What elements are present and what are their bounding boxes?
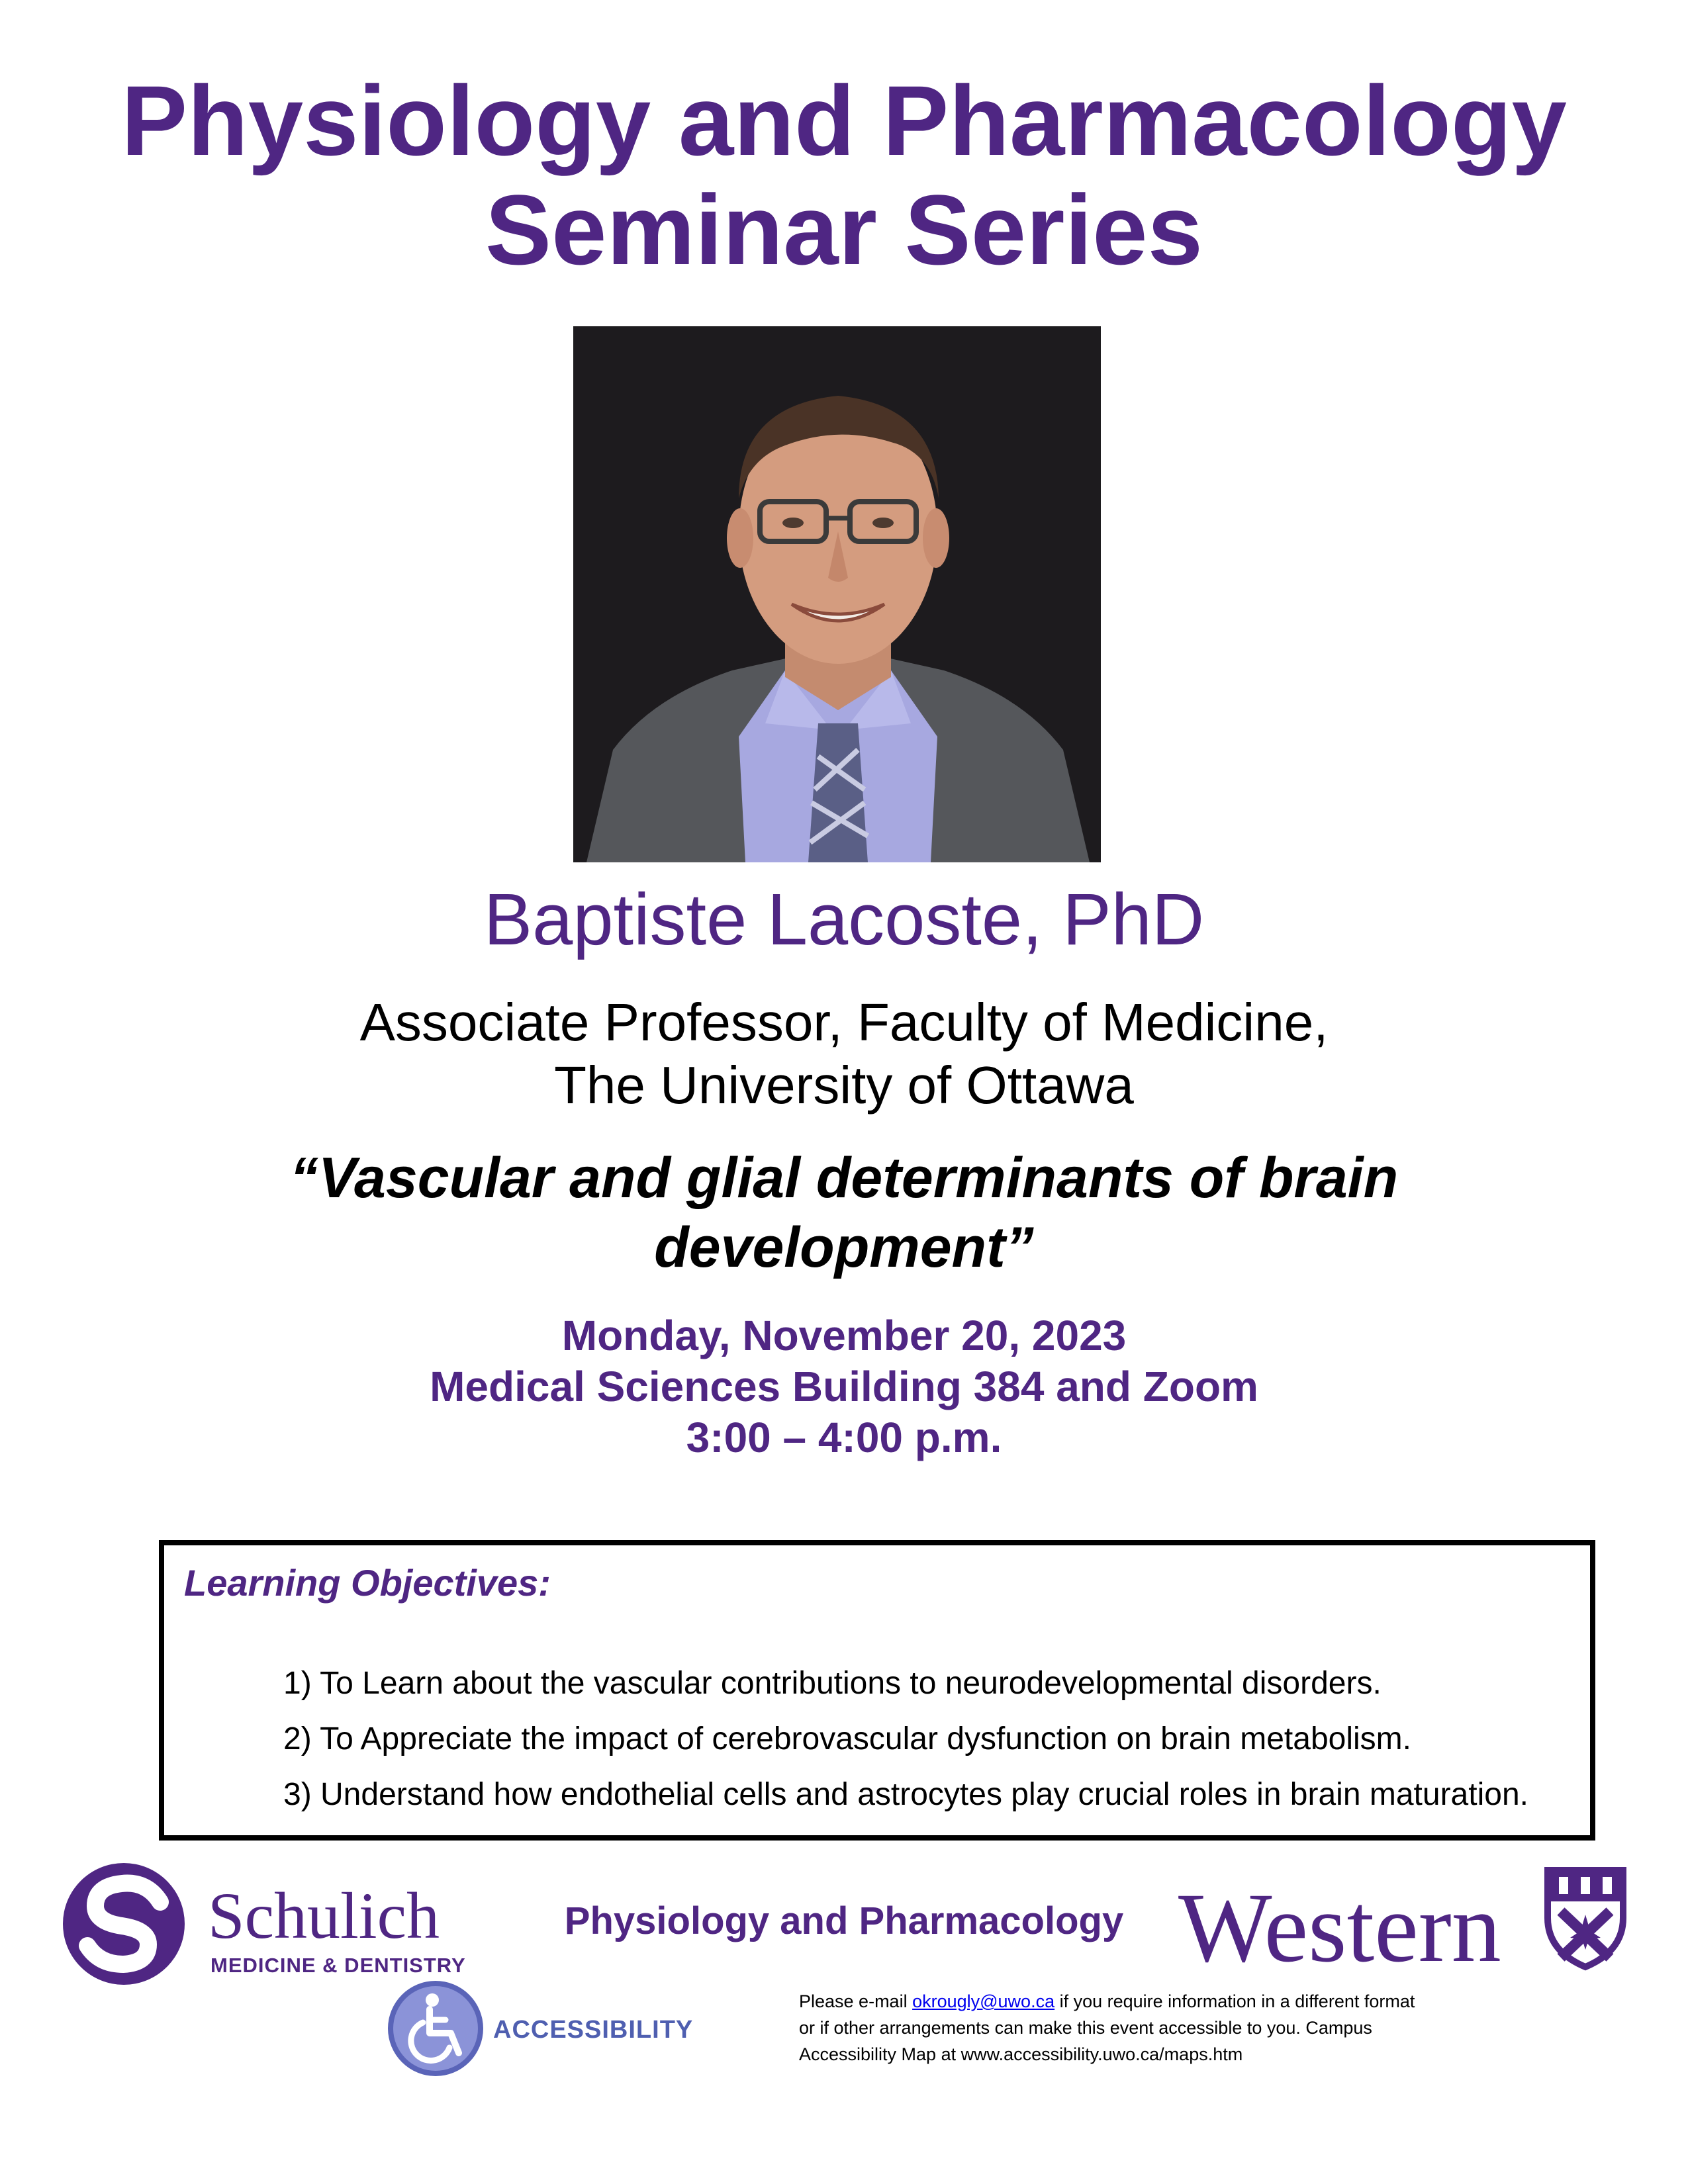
learning-objectives-box [159, 1540, 1595, 1841]
talk-title-line2: development” [654, 1216, 1034, 1279]
accessibility-contact-note [799, 1988, 1527, 2068]
schulich-subtitle: MEDICINE & DENTISTRY [211, 1954, 466, 1977]
contact-text: if you require information in a different format [1055, 1991, 1415, 2011]
event-date: Monday, November 20, 2023 [561, 1312, 1127, 1359]
speaker-photo [573, 326, 1101, 862]
contact-text: Please e-mail [799, 1991, 913, 2011]
western-logo [1178, 1865, 1642, 1984]
page-title-line1: Physiology and Pharmacology [121, 65, 1567, 176]
accessibility-label: ACCESSIBILITY [493, 2016, 694, 2044]
speaker-institution: The University of Ottawa [554, 1056, 1134, 1115]
wheelchair-icon [386, 1979, 485, 2078]
department-name: Physiology and Pharmacology [564, 1899, 1124, 1942]
schulich-wordmark: Schulich [208, 1879, 440, 1952]
page-title-line2: Seminar Series [485, 174, 1203, 285]
schulich-s-icon [61, 1861, 187, 1987]
objective-item: 2) To Appreciate the impact of cerebrovascular dysfunction on brain metabolism. [283, 1721, 1411, 1756]
objective-item: 3) Understand how endothelial cells and astrocytes play crucial roles in brain maturation. [283, 1777, 1528, 1812]
schulich-logo [61, 1861, 466, 1993]
event-location: Medical Sciences Building 384 and Zoom [430, 1363, 1258, 1410]
contact-email-link[interactable]: okrougly@uwo.ca [912, 1991, 1055, 2011]
speaker-name: Baptiste Lacoste, PhD [483, 879, 1205, 960]
western-wordmark: Western [1178, 1873, 1501, 1983]
talk-title-line1: “Vascular and glial determinants of brain [289, 1146, 1399, 1210]
objectives-heading: Learning Objectives: [184, 1562, 551, 1604]
western-shield-icon [1542, 1865, 1628, 1971]
speaker-position: Associate Professor, Faculty of Medicine, [359, 993, 1329, 1052]
contact-text: or if other arrangements can make this event accessible to you. Campus [799, 2018, 1372, 2038]
event-time: 3:00 – 4:00 p.m. [686, 1414, 1002, 1461]
objective-item: 1) To Learn about the vascular contributions to neurodevelopmental disorders. [283, 1666, 1382, 1701]
contact-text: Accessibility Map at www.accessibility.uwo.ca/maps.htm [799, 2044, 1243, 2064]
